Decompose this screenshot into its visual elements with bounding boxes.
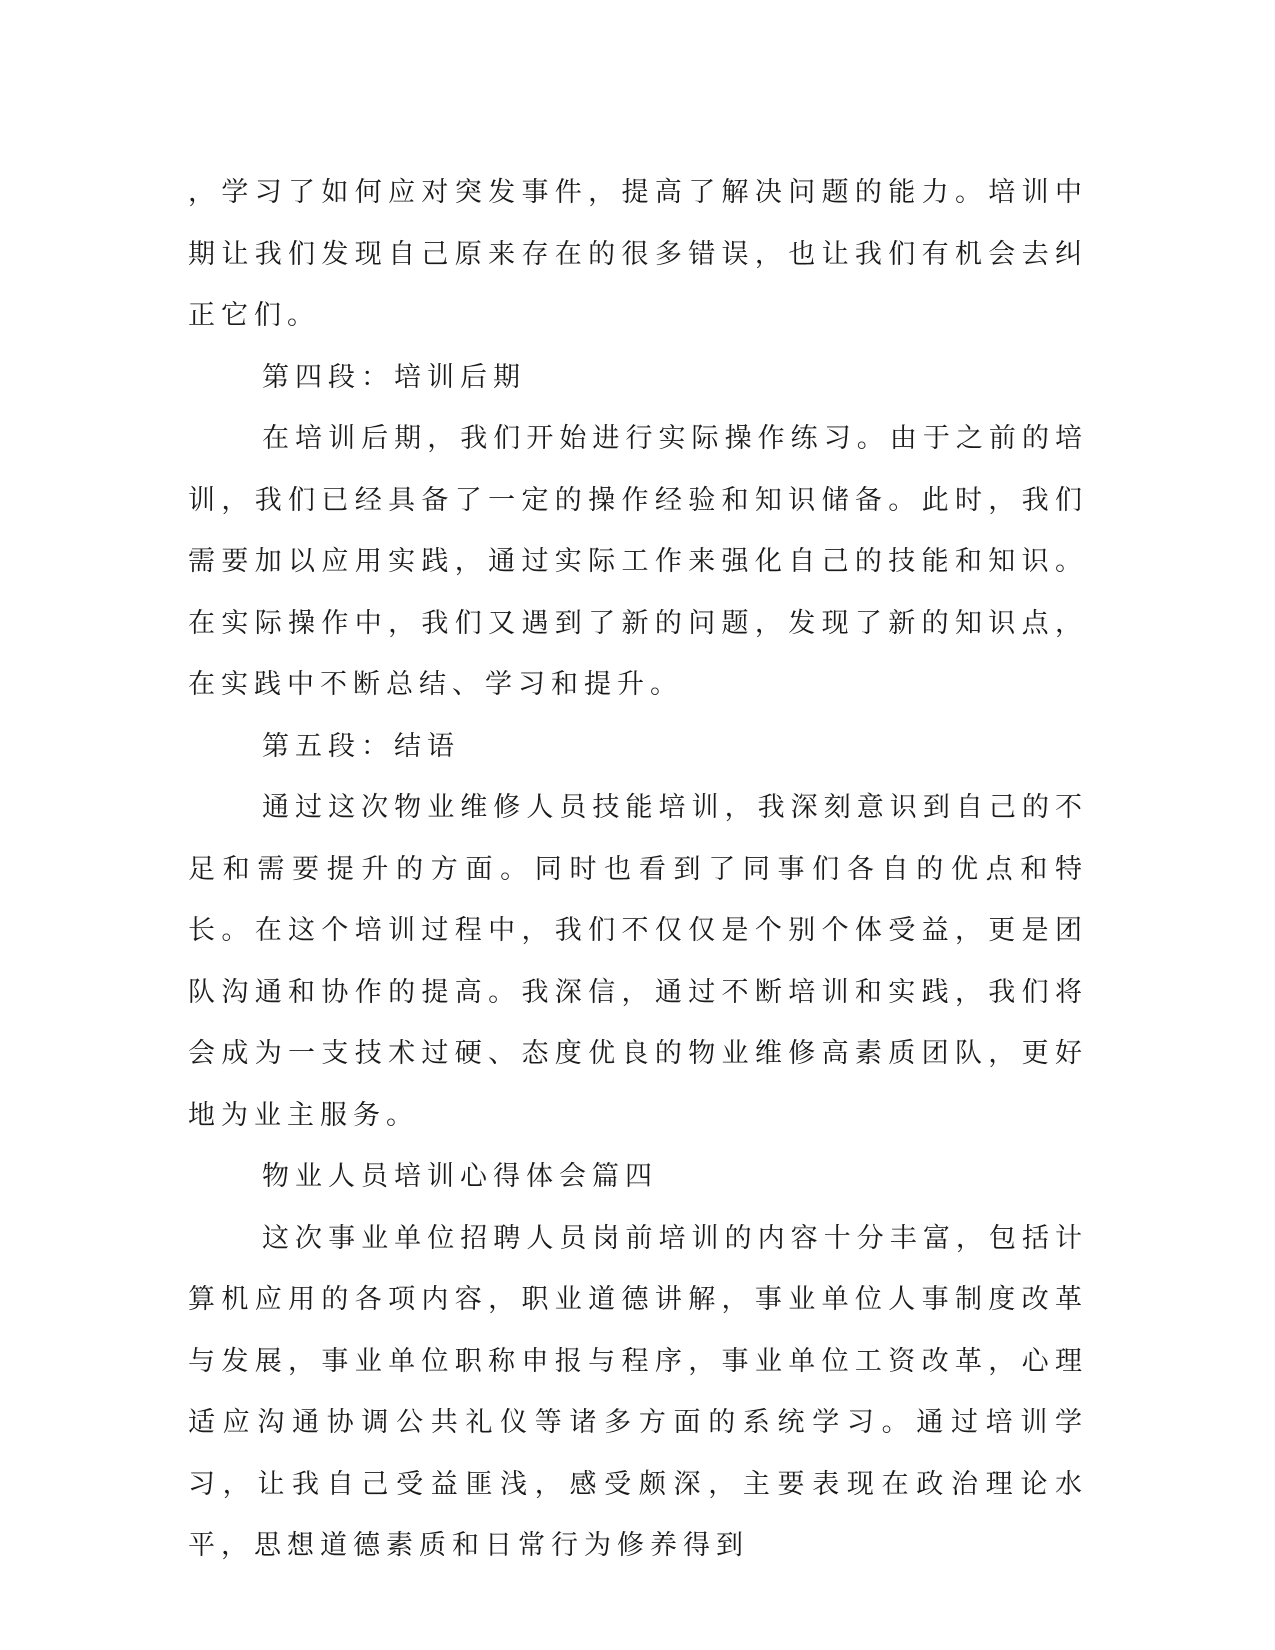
paragraph-continuation: ，学习了如何应对突发事件，提高了解决问题的能力。培训中期让我们发现自己原来存在的很多错误，也让我们有机会去纠正它们。 xyxy=(188,177,1088,331)
paragraph-section-5: 通过这次物业维修人员技能培训，我深刻意识到自己的不足和需要提升的方面。同时也看到了同事们各自的优点和特长。在这个培训过程中，我们不仅仅是个别个体受益，更是团队沟通和协作的提高。我深信，通过不断培训和实践，我们将会成为一支技术过硬、态度优良的物业维修高素质团队，更好地为业主服务。 xyxy=(188,792,1088,1131)
article-title-part-4: 物业人员培训心得体会篇四 xyxy=(262,1161,658,1192)
paragraph-section-4: 在培训后期，我们开始进行实际操作练习。由于之前的培训，我们已经具备了一定的操作经验和知识储备。此时，我们需要加以应用实践，通过实际工作来强化自己的技能和知识。在实际操作中，我们又遇到了新的问题，发现了新的知识点，在实践中不断总结、学习和提升。 xyxy=(188,423,1088,700)
section-heading-5: 第五段：结语 xyxy=(262,730,460,762)
section-heading-4: 第四段：培训后期 xyxy=(262,361,526,393)
document-body xyxy=(188,162,1088,1577)
paragraph-part-4-intro: 这次事业单位招聘人员岗前培训的内容十分丰富，包括计算机应用的各项内容，职业道德讲解，事业单位人事制度改革与发展，事业单位职称申报与程序，事业单位工资改革，心理适应沟通协调公共礼仪等诸多方面的系统学习。通过培训学习，让我自己受益匪浅，感受颇深，主要表现在政治理论水平，思想道德素质和日常行为修养得到 xyxy=(188,1222,1088,1561)
